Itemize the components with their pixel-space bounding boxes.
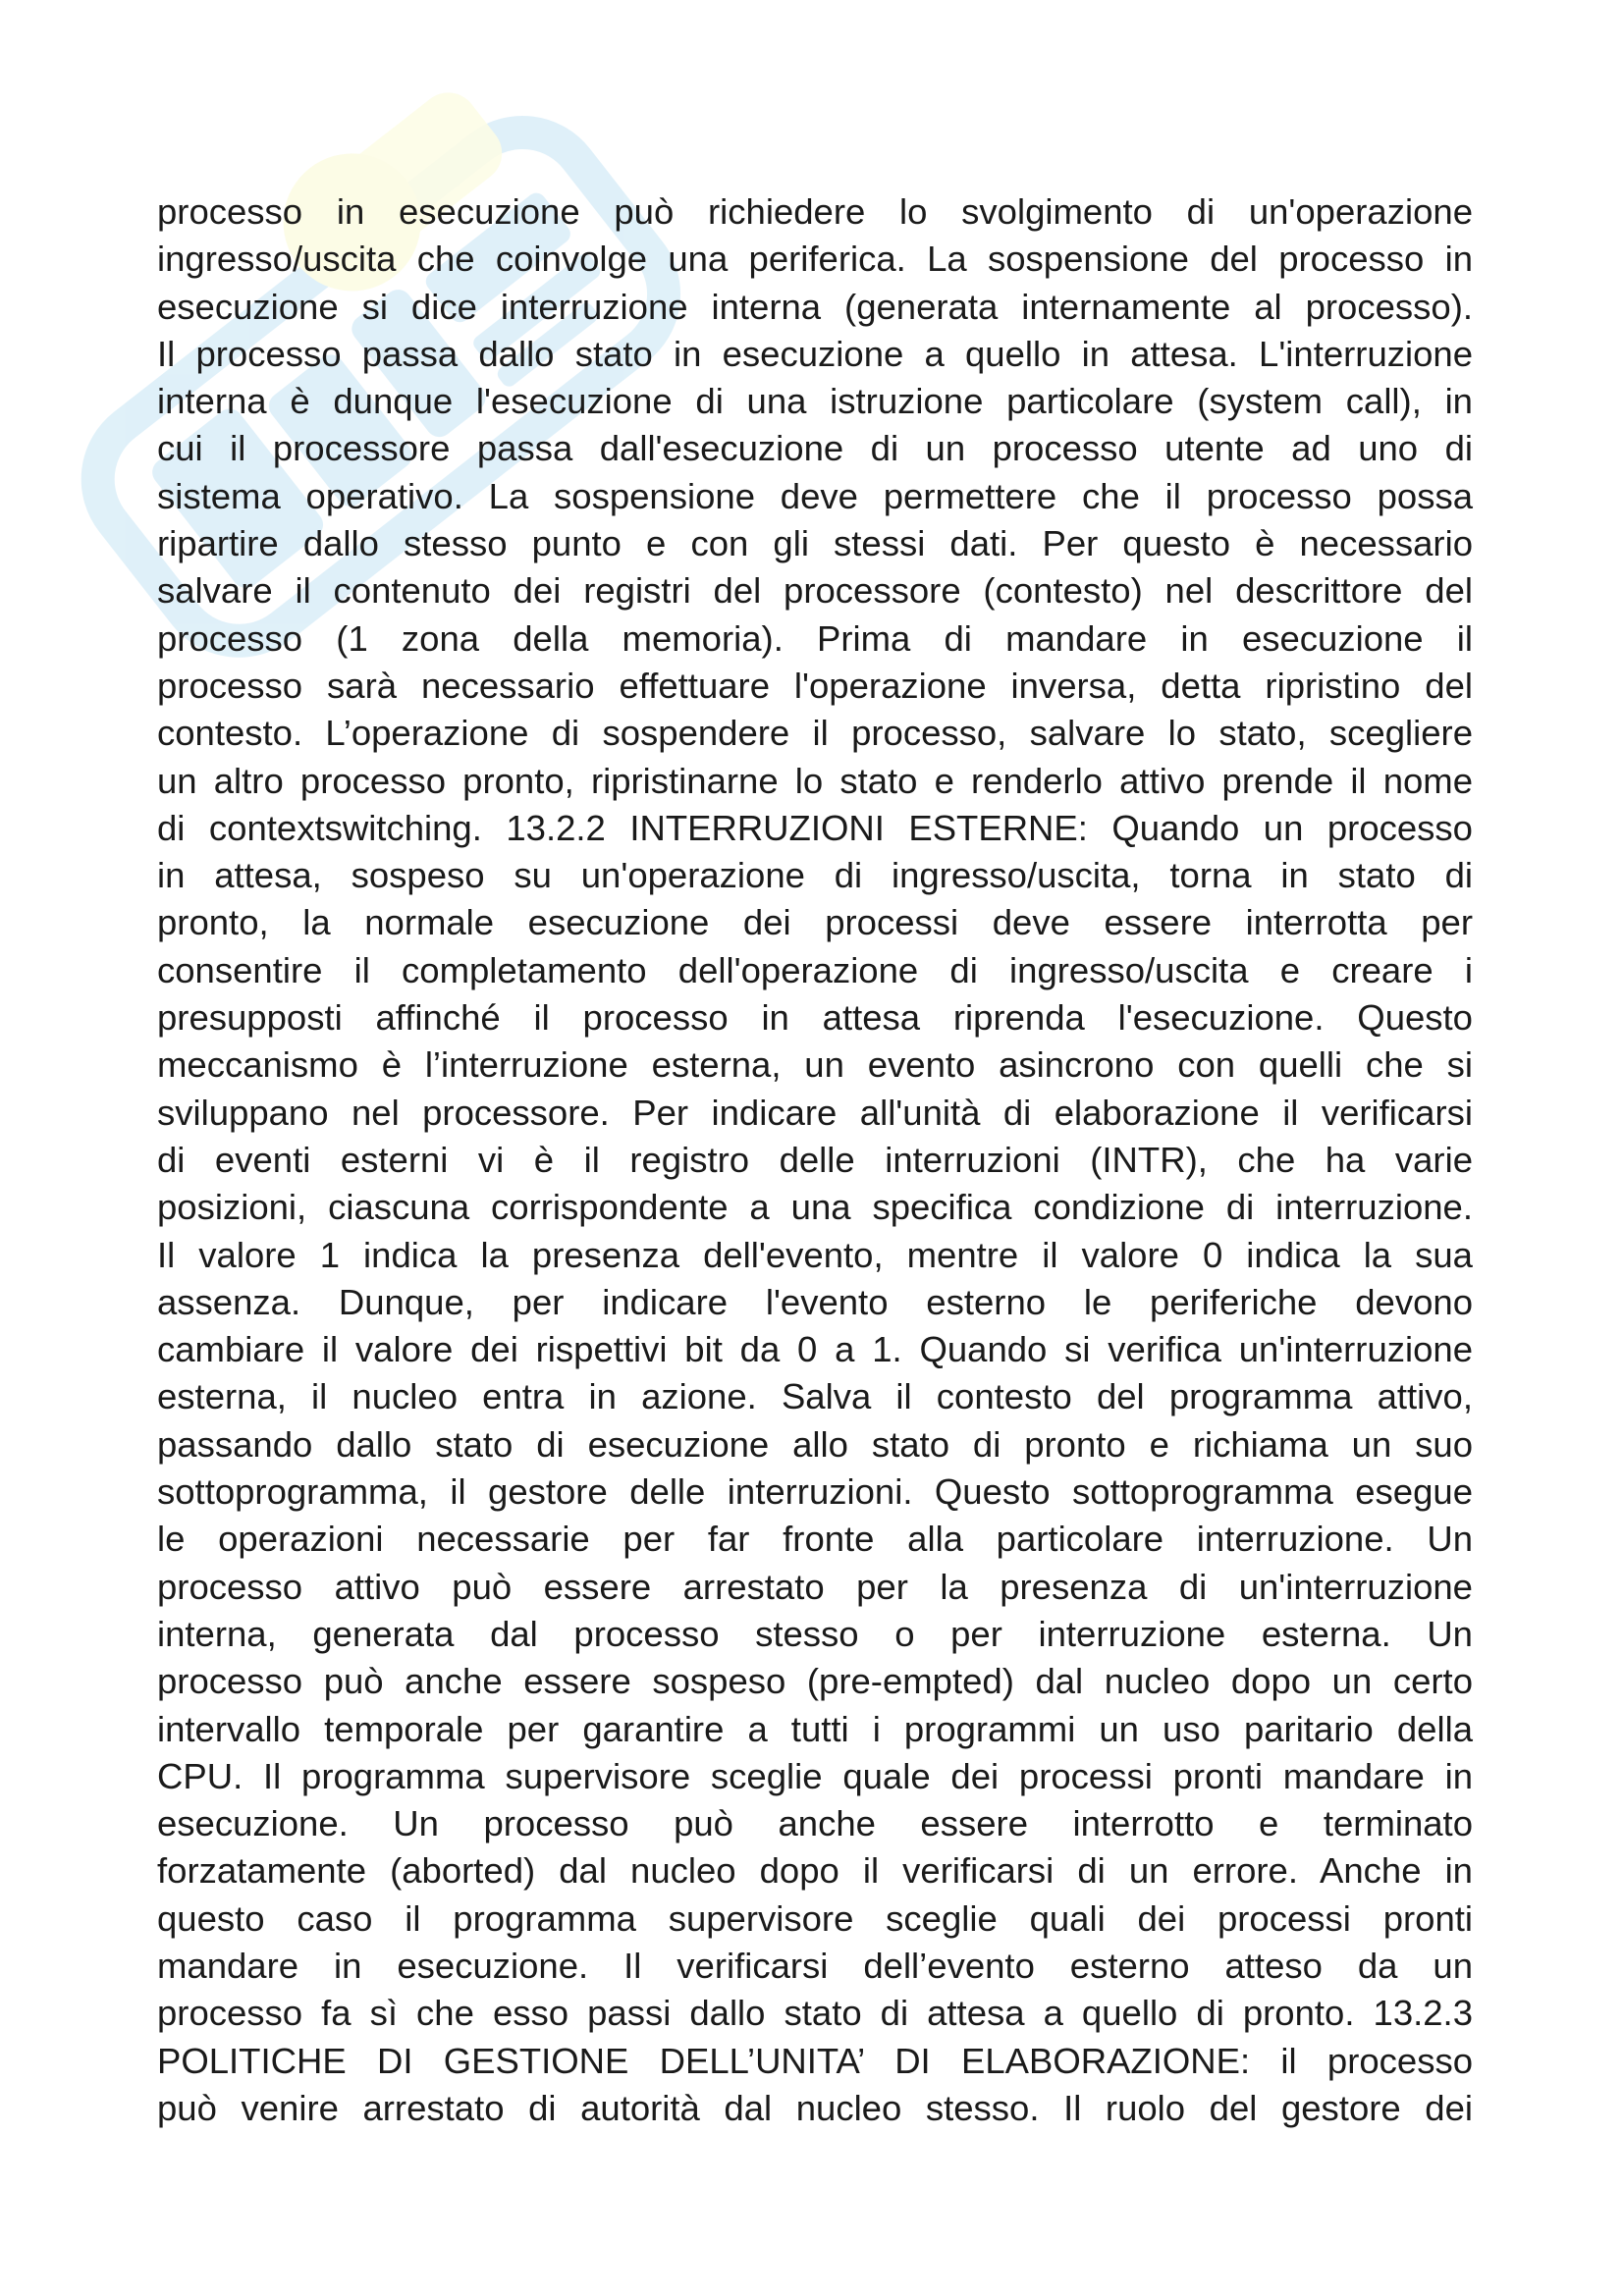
text-line: Il valore 1 indica la presenza dell'evento, mentre il valore 0 indica la sua [157, 1234, 1473, 1275]
text-line: mandare in esecuzione. Il verificarsi dell’evento esterno atteso da un [157, 1945, 1473, 1986]
text-line: interna è dunque l'esecuzione di una istruzione particolare (system call), in [157, 381, 1473, 422]
text-line: presupposti affinché il processo in attesa riprenda l'esecuzione. Questo [157, 997, 1473, 1039]
text-line: cambiare il valore dei rispettivi bit da 0 a 1. Quando si verifica un'interruzione [157, 1329, 1473, 1370]
text-line: sottoprogramma, il gestore delle interruzioni. Questo sottoprogramma esegue [157, 1471, 1473, 1513]
text-line: pronto, la normale esecuzione dei processi deve essere interrotta per [157, 902, 1473, 943]
text-line: consentire il completamento dell'operazione di ingresso/uscita e creare i [157, 949, 1473, 990]
text-line: processo può anche essere sospeso (pre-empted) dal nucleo dopo un certo [157, 1661, 1473, 1702]
text-line: un altro processo pronto, ripristinarne lo stato e renderlo attivo prende il nome [157, 760, 1473, 801]
text-line: le operazioni necessarie per far fronte alla particolare interruzione. Un [157, 1519, 1473, 1560]
text-line: posizioni, ciascuna corrispondente a una specifica condizione di interruzione. [157, 1187, 1473, 1228]
text-line: interna, generata dal processo stesso o per interruzione esterna. Un [157, 1613, 1473, 1654]
text-line: di contextswitching. 13.2.2 INTERRUZIONI ESTERNE: Quando un processo [157, 807, 1473, 848]
text-line: contesto. L’operazione di sospendere il processo, salvare lo stato, scegliere [157, 713, 1473, 754]
text-line: passando dallo stato di esecuzione allo stato di pronto e richiama un suo [157, 1423, 1473, 1465]
text-line: POLITICHE DI GESTIONE DELL’UNITA’ DI ELABORAZIONE: il processo [157, 2040, 1473, 2081]
text-line: processo in esecuzione può richiedere lo svolgimento di un'operazione [157, 191, 1473, 232]
text-line: meccanismo è l’interruzione esterna, un evento asincrono con quelli che si [157, 1044, 1473, 1086]
body-paragraph [157, 188, 1473, 2132]
text-line: salvare il contenuto dei registri del processore (contesto) nel descrittore del [157, 570, 1473, 612]
text-line: processo attivo può essere arrestato per la presenza di un'interruzione [157, 1566, 1473, 1607]
text-line: può venire arrestato di autorità dal nucleo stesso. Il ruolo del gestore dei [157, 2087, 1473, 2128]
text-line: forzatamente (aborted) dal nucleo dopo il verificarsi di un errore. Anche in [157, 1850, 1473, 1892]
text-line: CPU. Il programma supervisore sceglie quale dei processi pronti mandare in [157, 1755, 1473, 1796]
text-line: ingresso/uscita che coinvolge una periferica. La sospensione del processo in [157, 239, 1473, 280]
text-line: in attesa, sospeso su un'operazione di ingresso/uscita, torna in stato di [157, 855, 1473, 896]
text-line: Il processo passa dallo stato in esecuzione a quello in attesa. L'interruzione [157, 333, 1473, 374]
text-line: processo fa sì che esso passi dallo stato di attesa a quello di pronto. 13.2.3 [157, 1993, 1473, 2034]
text-line: cui il processore passa dall'esecuzione di un processo utente ad uno di [157, 428, 1473, 469]
text-line: intervallo temporale per garantire a tutti i programmi un uso paritario della [157, 1708, 1473, 1749]
text-line: esecuzione. Un processo può anche essere interrotto e terminato [157, 1803, 1473, 1844]
text-line: questo caso il programma supervisore sceglie quali dei processi pronti [157, 1897, 1473, 1939]
text-line: assenza. Dunque, per indicare l'evento esterno le periferiche devono [157, 1281, 1473, 1322]
text-line: sistema operativo. La sospensione deve permettere che il processo possa [157, 475, 1473, 516]
text-line: esecuzione si dice interruzione interna (generata internamente al processo). [157, 286, 1473, 327]
text-line: di eventi esterni vi è il registro delle interruzioni (INTR), che ha varie [157, 1139, 1473, 1180]
text-line: processo sarà necessario effettuare l'operazione inversa, detta ripristino del [157, 665, 1473, 706]
text-line: sviluppano nel processore. Per indicare all'unità di elaborazione il verificarsi [157, 1092, 1473, 1133]
text-line: processo (1 zona della memoria). Prima di mandare in esecuzione il [157, 617, 1473, 659]
text-line: esterna, il nucleo entra in azione. Salva il contesto del programma attivo, [157, 1376, 1473, 1417]
text-line: ripartire dallo stesso punto e con gli stessi dati. Per questo è necessario [157, 523, 1473, 564]
